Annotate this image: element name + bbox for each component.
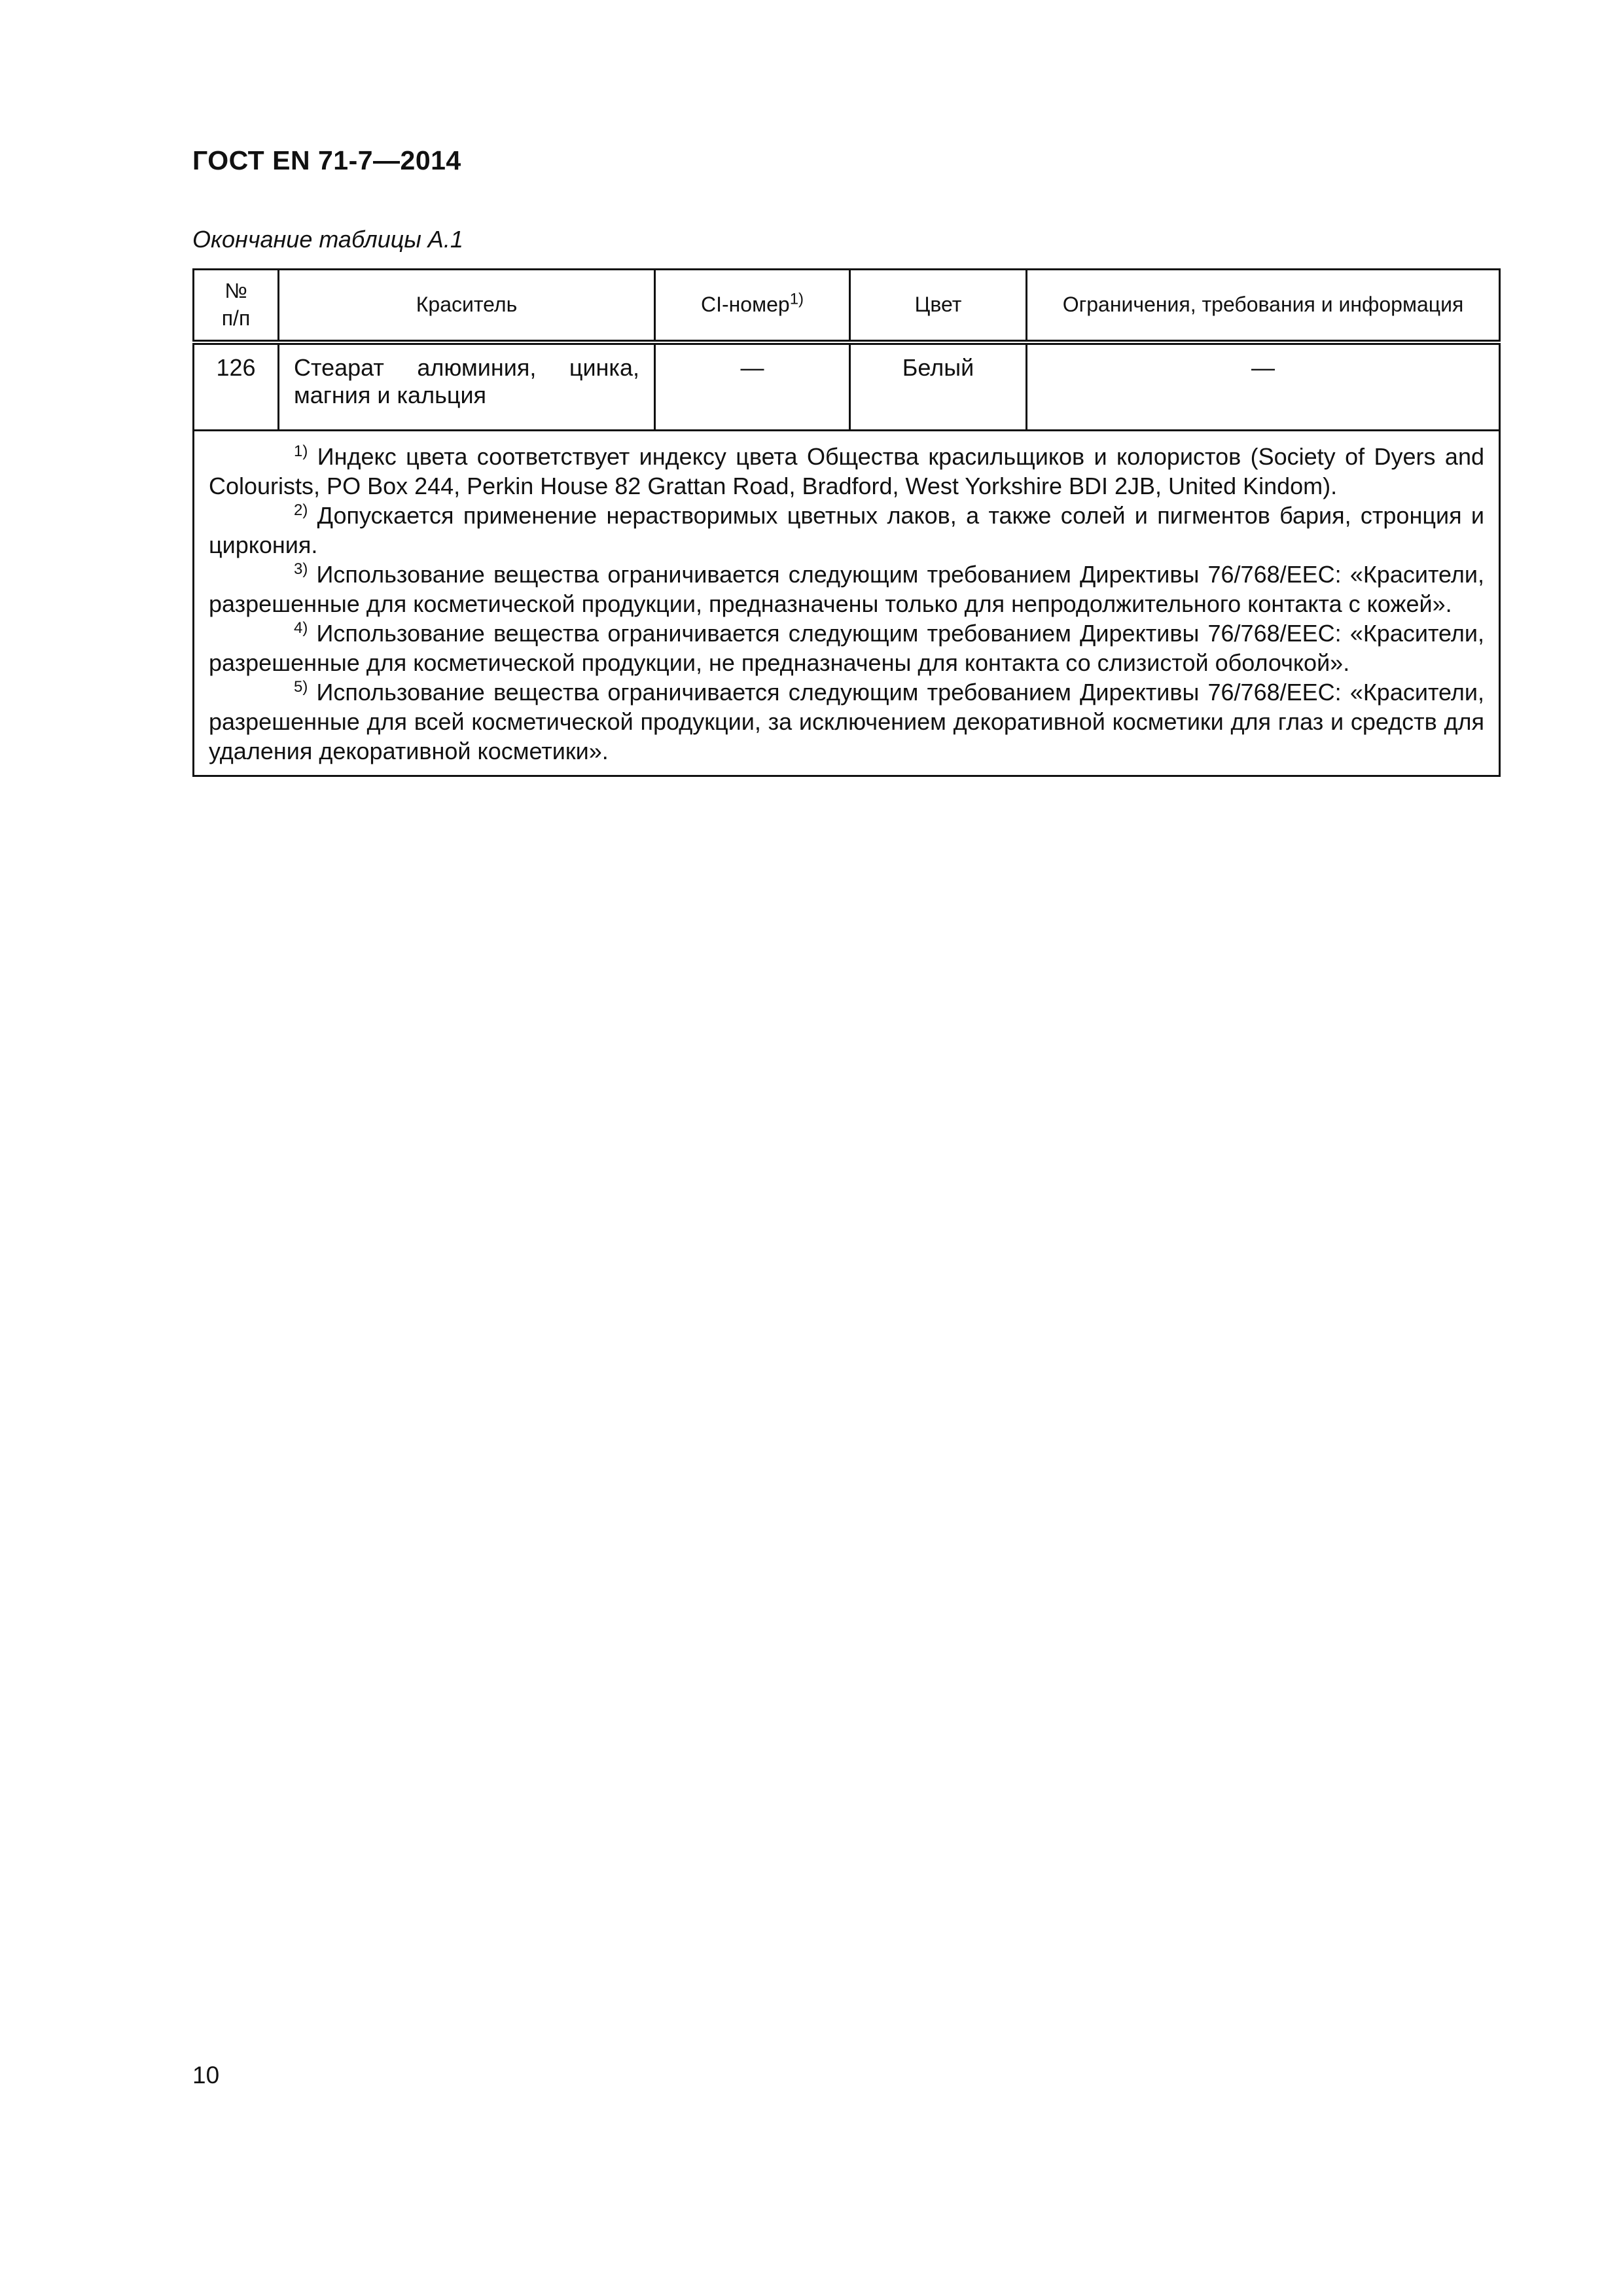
cell-limits: — [1027,342,1500,431]
document-code: ГОСТ EN 71-7—2014 [192,145,461,175]
table-header-row [194,270,1500,343]
footnote-mark: 5) [294,678,308,696]
cell-ci: — [655,342,850,431]
column-header-ci [655,270,850,343]
dye-table [192,268,1501,777]
footnote-text: Использование вещества ограничивается следующим требованием Директивы 76/768/ЕЕС: «Красители, разрешенные для всей косметической продукции, за исключением декоративной косметики для глаз и средств для удаления декоративной косметики». [209,679,1484,764]
table-notes [194,431,1500,776]
column-header-num [194,270,279,343]
footnote-mark: 3) [294,560,308,578]
footnote-1 [209,442,1484,501]
footnote-4 [209,619,1484,677]
cell-color: Белый [850,342,1027,431]
column-header-dye: Краситель [279,270,655,343]
footnote-text: Индекс цвета соответствует индексу цвета Общества красильщиков и колористов (Society of Dyers and Colourists, PO Box 244, Perkin House 82 Grattan Road, Bradford, West Yorkshire BDI 2JB, United Kindom). [209,443,1484,499]
page-number: 10 [192,2062,220,2089]
footnote-3 [209,560,1484,619]
column-header-color: Цвет [850,270,1027,343]
table-notes-row [194,431,1500,776]
footnote-text: Использование вещества ограничивается следующим требованием Директивы 76/768/ЕЕС: «Красители, разрешенные для косметической продукции, предназначены только для непродолжительного контакта с кожей». [209,561,1484,617]
dye-table-container [192,268,1499,777]
footnote-2 [209,501,1484,560]
column-header-num-label: № п/п [221,279,251,330]
table-row [194,342,1500,431]
footnote-5 [209,677,1484,766]
table-caption: Окончание таблицы А.1 [192,226,463,253]
footnote-text: Допускается применение нерастворимых цветных лаков, а также солей и пигментов бария, стронция и циркония. [209,502,1484,558]
footnote-mark: 2) [294,501,308,519]
column-header-ci-label: CI-номер [700,293,790,317]
column-header-ci-footnote-mark: 1) [789,290,804,308]
column-header-limits: Ограничения, требования и информация [1027,270,1500,343]
cell-dye: Стеарат алюминия, цинка, магния и кальция [279,342,655,431]
footnote-mark: 1) [294,442,308,460]
footnote-mark: 4) [294,619,308,637]
footnote-text: Использование вещества ограничивается следующим требованием Директивы 76/768/ЕЕС: «Красители, разрешенные для косметической продукции, не предназначены для контакта со слизистой оболочкой». [209,620,1484,676]
cell-num: 126 [194,342,279,431]
